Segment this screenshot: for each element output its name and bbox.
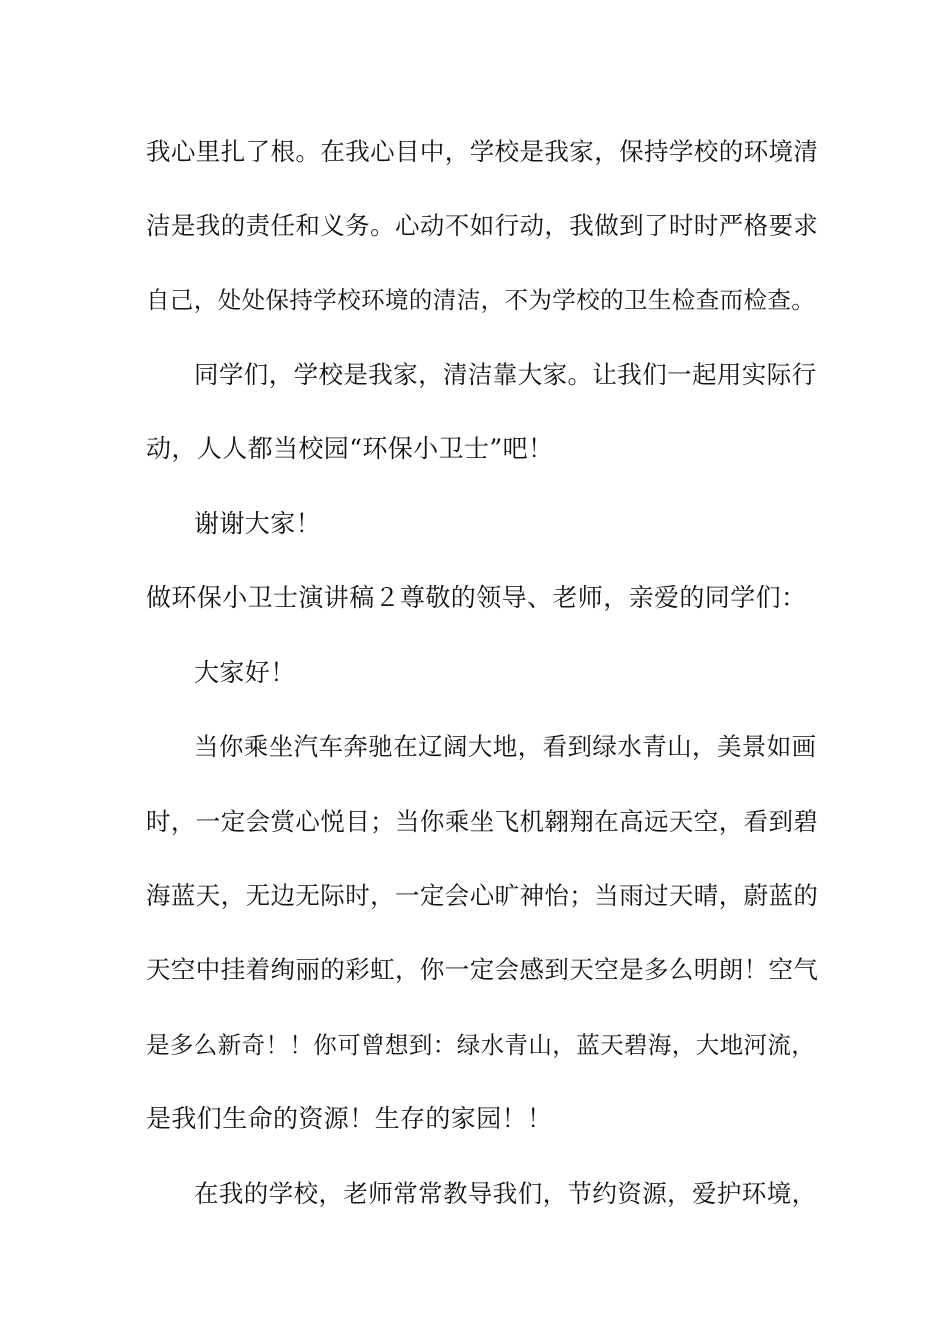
text-line-6: 谢谢大家！ <box>194 509 322 538</box>
text-line-13: 是多么新奇！！你可曾想到：绿水青山，蓝天碧海，大地河流， <box>146 1031 816 1059</box>
text-line-11: 海蓝天，无边无际时，一定会心旷神怡；当雨过天晴，蔚蓝的 <box>146 881 819 910</box>
text-line-15: 在我的学校，老师常常教导我们，节约资源，爱护环境， <box>194 1179 817 1208</box>
text-line-4: 同学们，学校是我家，清洁靠大家。让我们一起用实际行 <box>194 360 817 389</box>
text-line-10: 时，一定会赏心悦目；当你乘坐飞机翱翔在高远天空，看到碧 <box>146 807 819 836</box>
text-line-12: 天空中挂着绚丽的彩虹，你一定会感到天空是多么明朗！空气 <box>146 955 819 984</box>
text-line-3: 自己，处处保持学校环境的清洁，不为学校的卫生检查而检查。 <box>146 286 816 314</box>
text-line-2: 洁是我的责任和义务。心动不如行动，我做到了时时严格要求 <box>146 211 819 240</box>
text-line-8: 大家好！ <box>194 658 296 687</box>
text-line-1: 我心里扎了根。在我心目中，学校是我家，保持学校的环境清 <box>146 137 819 166</box>
text-line-14: 是我们生命的资源！生存的家园！！ <box>146 1104 553 1133</box>
text-line-5: 动，人人都当校园“环保小卫士”吧！ <box>146 434 554 463</box>
section-heading: 做环保小卫士演讲稿２尊敬的领导、老师，亲爱的同学们： <box>146 583 807 612</box>
text-line-9: 当你乘坐汽车奔驰在辽阔大地，看到绿水青山，美景如画 <box>194 732 817 761</box>
